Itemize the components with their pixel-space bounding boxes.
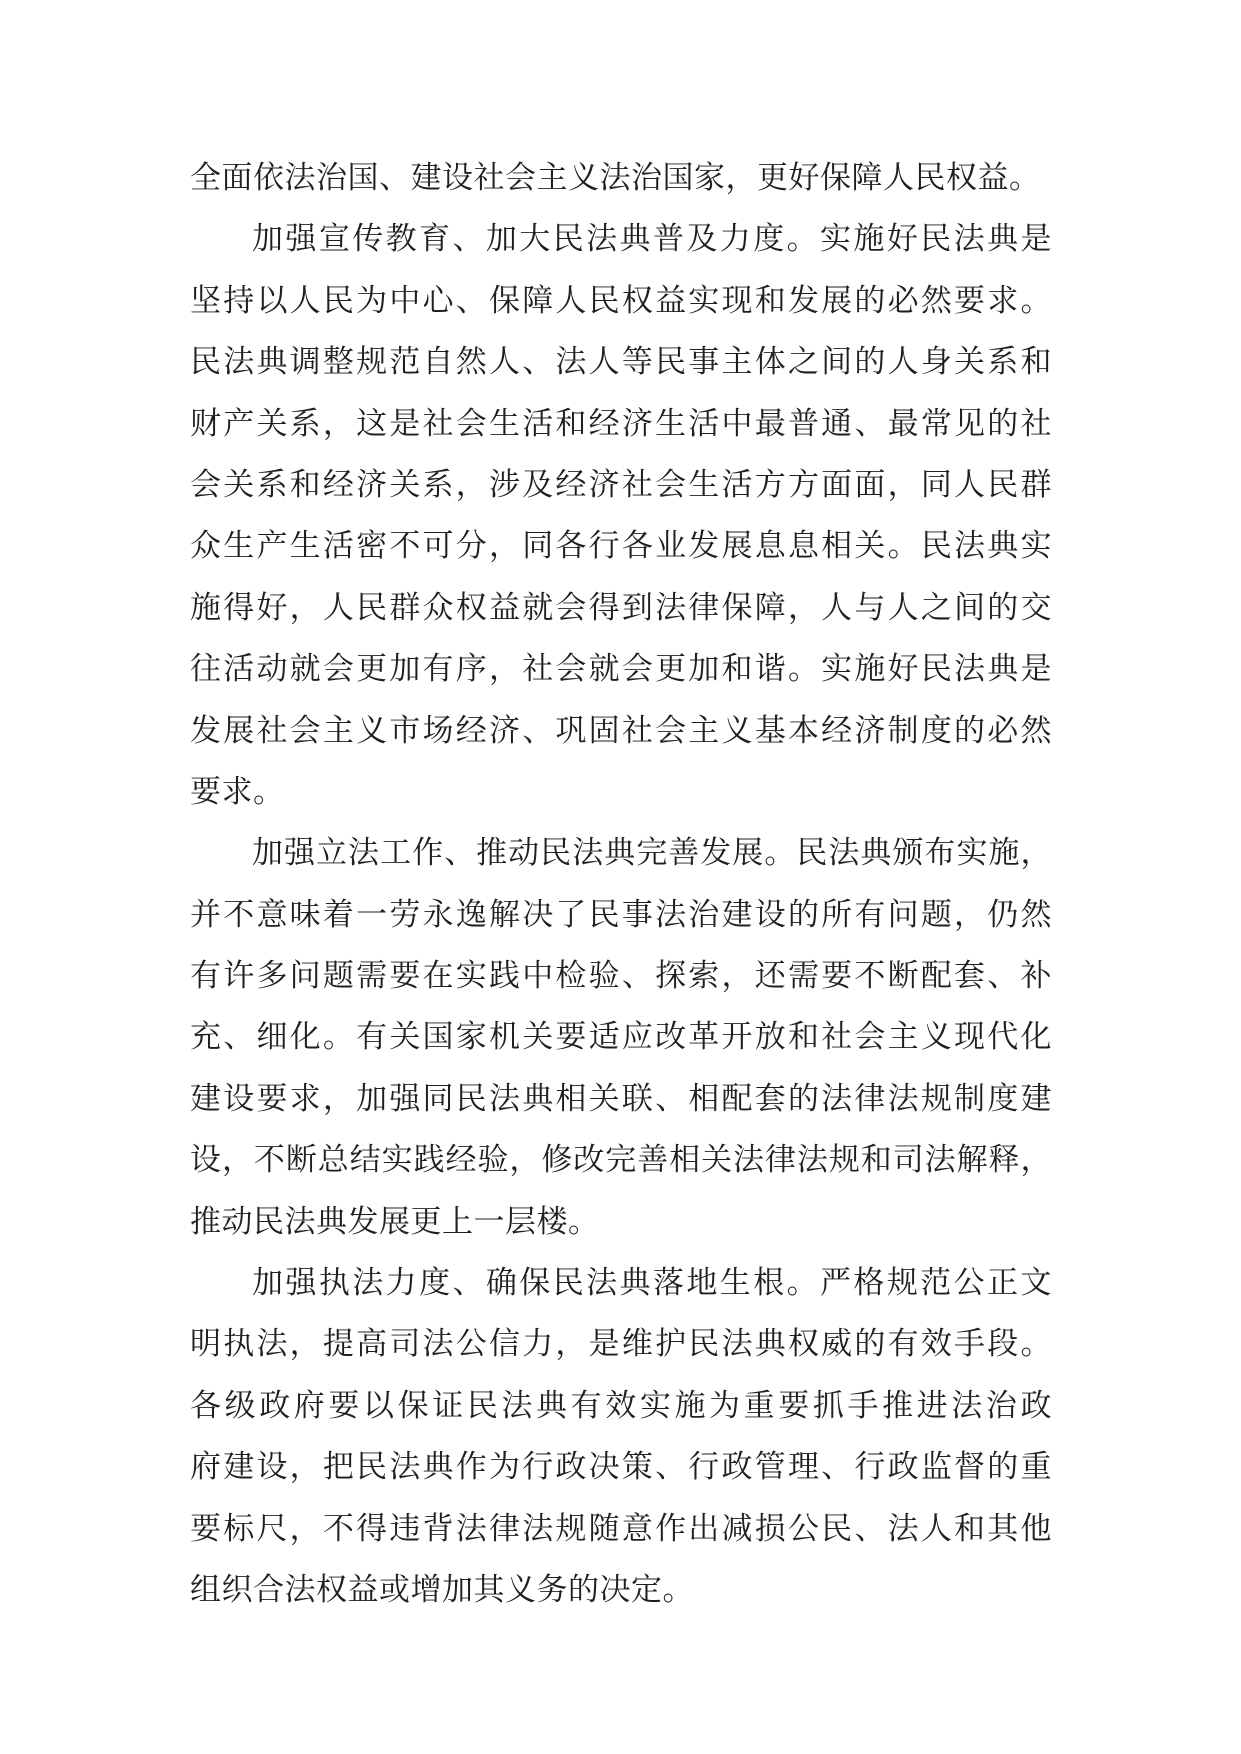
text-line: 坚持以人民为中心、保障人民权益实现和发展的必然要求。 <box>190 282 1052 319</box>
text-line: 有许多问题需要在实践中检验、探索，还需要不断配套、补 <box>190 958 1052 995</box>
text-line: 民法典调整规范自然人、法人等民事主体之间的人身关系和 <box>190 344 1052 381</box>
text-line: 会关系和经济关系，涉及经济社会生活方方面面，同人民群 <box>190 466 1052 503</box>
text-line: 要求。 <box>190 773 285 810</box>
text-line: 建设要求，加强同民法典相关联、相配套的法律法规制度建 <box>190 1080 1052 1117</box>
text-line: 各级政府要以保证民法典有效实施为重要抓手推进法治政 <box>190 1387 1052 1424</box>
text-line: 充、细化。有关国家机关要适应改革开放和社会主义现代化 <box>190 1019 1052 1056</box>
text-line: 并不意味着一劳永逸解决了民事法治建设的所有问题，仍然 <box>190 896 1052 933</box>
text-line: 府建设，把民法典作为行政决策、行政管理、行政监督的重 <box>190 1449 1052 1486</box>
text-line: 加强执法力度、确保民法典落地生根。严格规范公正文 <box>252 1265 1052 1302</box>
document-page <box>190 148 1052 1621</box>
text-line: 众生产生活密不可分，同各行各业发展息息相关。民法典实 <box>190 528 1052 565</box>
paragraph-continuation <box>190 148 1052 209</box>
text-line: 明执法，提高司法公信力，是维护民法典权威的有效手段。 <box>190 1326 1052 1363</box>
text-line: 要标尺，不得违背法律法规随意作出减损公民、法人和其他 <box>190 1510 1052 1547</box>
paragraph-civil-code-enforcement <box>190 1253 1052 1621</box>
text-line: 推动民法典发展更上一层楼。 <box>190 1203 600 1240</box>
paragraph-civil-code-publicity <box>190 209 1052 823</box>
paragraph-civil-code-legislation <box>190 823 1052 1253</box>
text-line: 发展社会主义市场经济、巩固社会主义基本经济制度的必然 <box>190 712 1052 749</box>
text-line: 加强立法工作、推动民法典完善发展。民法典颁布实施， <box>252 835 1052 872</box>
text-line: 组织合法权益或增加其义务的决定。 <box>190 1571 694 1608</box>
text-line: 全面依法治国、建设社会主义法治国家，更好保障人民权益。 <box>190 160 1041 196</box>
text-line: 往活动就会更加有序，社会就会更加和谐。实施好民法典是 <box>190 651 1052 688</box>
text-line: 加强宣传教育、加大民法典普及力度。实施好民法典是 <box>252 221 1052 258</box>
text-line: 施得好，人民群众权益就会得到法律保障，人与人之间的交 <box>190 589 1052 626</box>
text-line: 设，不断总结实践经验，修改完善相关法律法规和司法解释， <box>190 1142 1052 1179</box>
text-line: 财产关系，这是社会生活和经济生活中最普通、最常见的社 <box>190 405 1052 442</box>
